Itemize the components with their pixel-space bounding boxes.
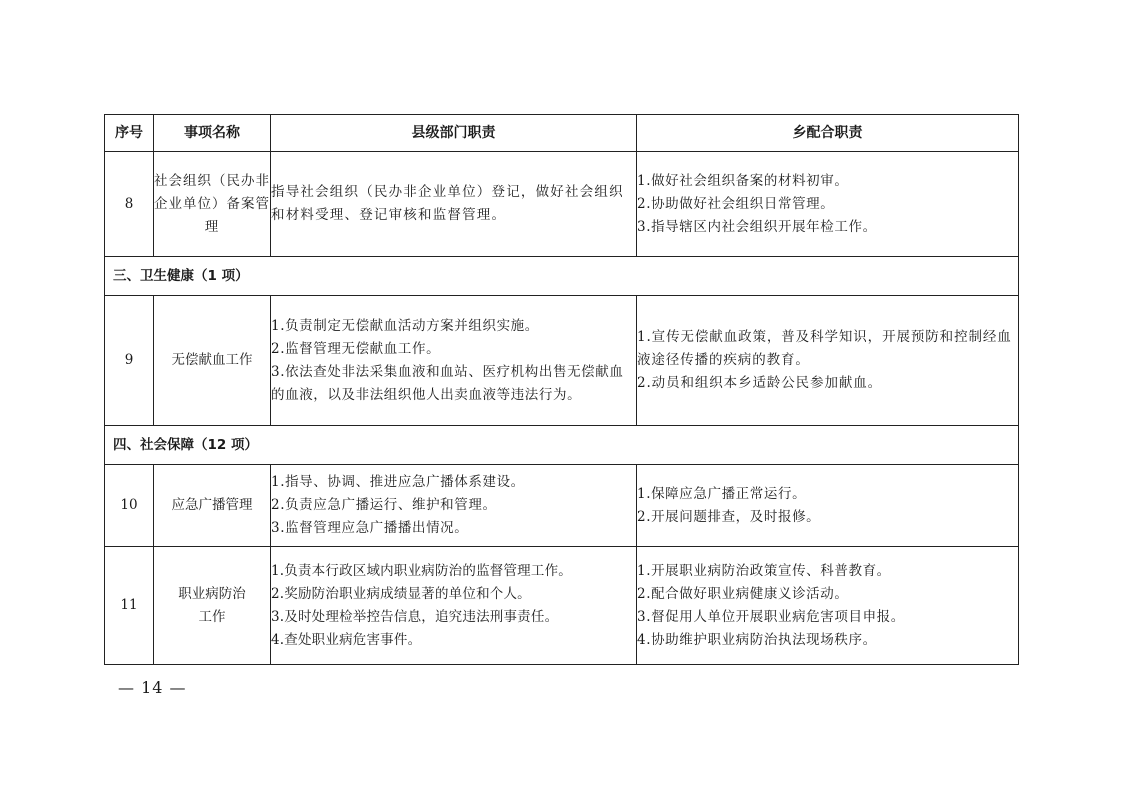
duty-line: 1.做好社会组织备案的材料初审。: [637, 172, 849, 189]
county-duties: [271, 152, 637, 257]
duty-table: [104, 114, 1019, 665]
township-duties: [637, 547, 1019, 665]
duty-line: 2.奖励防治职业病成绩显著的单位和个人。: [271, 585, 531, 602]
table-row: [105, 547, 1019, 665]
duty-line: 4.协助维护职业病防治执法现场秩序。: [637, 631, 877, 648]
row-number: 8: [105, 152, 154, 257]
item-name: 社会组织（民办非企业单位）备案管理: [154, 152, 271, 257]
duty-line: 2.负责应急广播运行、维护和管理。: [271, 497, 497, 513]
duty-line: 4.查处职业病危害事件。: [271, 631, 422, 648]
item-name: 职业病防治工作: [154, 547, 271, 665]
section-row: [105, 426, 1019, 465]
duty-line: 3.监督管理应急广播播出情况。: [271, 520, 469, 536]
duty-line: 2.开展问题排查，及时报修。: [637, 508, 821, 525]
duty-line: 2.配合做好职业病健康义诊活动。: [637, 585, 849, 602]
table-row: [105, 465, 1019, 547]
duty-line: 1.宣传无偿献血政策，普及科学知识，开展预防和控制经血液途径传播的疾病的教育。: [637, 329, 1012, 368]
duty-line: 1.负责制定无偿献血活动方案并组织实施。: [271, 317, 539, 334]
table-row: [105, 152, 1019, 257]
row-number: 10: [105, 465, 154, 547]
section-title: 四、社会保障（12 项）: [105, 426, 1019, 465]
duty-line: 1.负责本行政区域内职业病防治的监督管理工作。: [271, 562, 572, 579]
header-item-name: 事项名称: [154, 115, 271, 152]
duty-line: 3.指导辖区内社会组织开展年检工作。: [637, 218, 877, 235]
header-row: [105, 115, 1019, 152]
header-seq: 序号: [105, 115, 154, 152]
county-duties: [271, 547, 637, 665]
row-number: 9: [105, 296, 154, 426]
county-duties: [271, 465, 637, 547]
duty-line: 3.督促用人单位开展职业病危害项目申报。: [637, 608, 905, 625]
item-name: 无偿献血工作: [154, 296, 271, 426]
duty-line: 1.保障应急广播正常运行。: [637, 485, 807, 502]
header-township-duties: 乡配合职责: [637, 115, 1019, 152]
duty-line: 3.依法查处非法采集血液和血站、医疗机构出售无偿献血的血液，以及非法组织他人出卖血液等违法行为。: [271, 363, 624, 403]
township-duties: [637, 296, 1019, 426]
table-row: [105, 296, 1019, 426]
section-row: [105, 257, 1019, 296]
duty-line: 2.协助做好社会组织日常管理。: [637, 195, 835, 212]
duty-line: 1.指导、协调、推进应急广播体系建设。: [271, 474, 525, 490]
page-number: — 14 —: [118, 678, 187, 697]
row-number: 11: [105, 547, 154, 665]
township-duties: [637, 465, 1019, 547]
section-title: 三、卫生健康（1 项）: [105, 257, 1019, 296]
duty-line: 2.监督管理无偿献血工作。: [271, 340, 441, 357]
header-county-duties: 县级部门职责: [271, 115, 637, 152]
duty-line: 2.动员和组织本乡适龄公民参加献血。: [637, 375, 883, 391]
duty-line: 1.开展职业病防治政策宣传、科普教育。: [637, 562, 891, 579]
township-duties: [637, 152, 1019, 257]
county-duties: [271, 296, 637, 426]
item-name: 应急广播管理: [154, 465, 271, 547]
duty-line: 指导社会组织（民办非企业单位）登记，做好社会组织和材料受理、登记审核和监督管理。: [271, 184, 624, 223]
duty-line: 3.及时处理检举控告信息，追究违法刑事责任。: [271, 608, 559, 625]
